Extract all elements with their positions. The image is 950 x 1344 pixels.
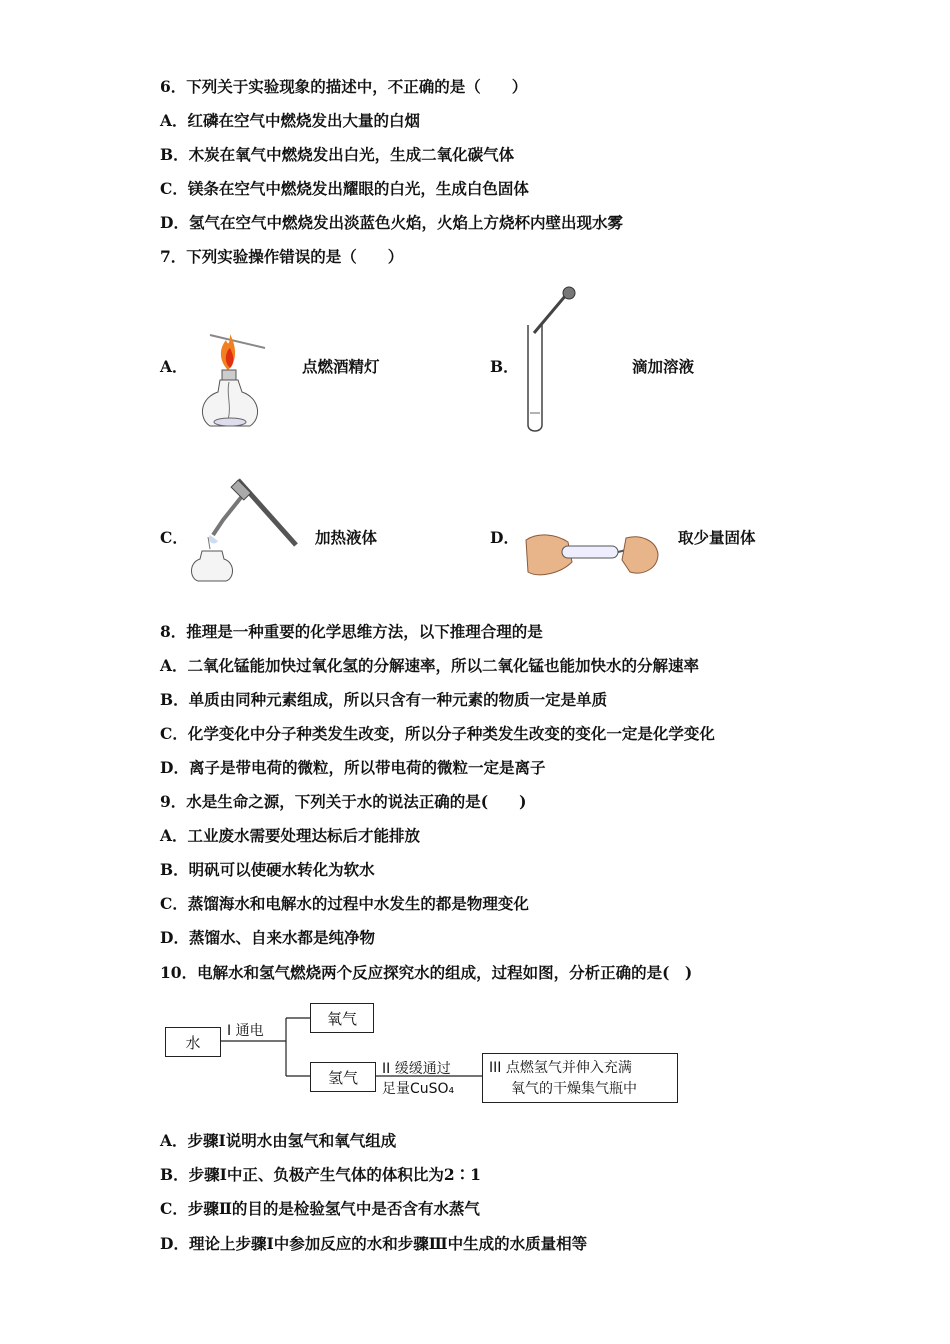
flow-step3-box (482, 1053, 678, 1103)
flow-step1-label: I 通电 (227, 1023, 264, 1039)
q6-stem: 6．下列关于实验现象的描述中，不正确的是（ ） (160, 77, 528, 96)
q9-option-b: B．明矾可以使硬水转化为软水 (160, 860, 375, 879)
dropper-test-tube-icon (520, 285, 580, 435)
flow-hydrogen-box: 氢气 (310, 1062, 376, 1092)
q6-option-b: B．木炭在氧气中燃烧发出白光，生成二氧化碳气体 (160, 145, 515, 164)
q7-option-a-letter: A． (160, 357, 188, 376)
q9-option-d: D．蒸馏水、自来水都是纯净物 (160, 928, 375, 947)
q10-option-c: C．步骤Ⅱ的目的是检验氢气中是否含有水蒸气 (160, 1199, 480, 1218)
q8-option-c: C．化学变化中分子种类发生改变，所以分子种类发生改变的变化一定是化学变化 (160, 724, 715, 743)
flow-step2-line1: II 缓缓通过 (382, 1061, 451, 1077)
q10-option-b: B．步骤Ⅰ中正、负极产生气体的体积比为2∶1 (160, 1165, 481, 1184)
q8-option-a: A．二氧化锰能加快过氧化氢的分解速率，所以二氧化锰也能加快水的分解速率 (160, 656, 700, 675)
flow-water-box: 水 (165, 1027, 221, 1057)
flow-step3-line1: III 点燃氢气并伸入充满 (489, 1060, 632, 1076)
q7-option-d-caption: 取少量固体 (678, 528, 756, 547)
q6-option-d: D．氢气在空气中燃烧发出淡蓝色火焰，火焰上方烧杯内壁出现水雾 (160, 213, 623, 232)
q7-option-c-letter: C． (160, 528, 188, 547)
heating-test-tube-icon (188, 475, 300, 585)
q8-option-d: D．离子是带电荷的微粒，所以带电荷的微粒一定是离子 (160, 758, 546, 777)
flow-step3-line2: 氧气的干燥集气瓶中 (511, 1081, 637, 1097)
q7-option-b-caption: 滴加溶液 (632, 357, 695, 376)
q10-option-a: A．步骤Ⅰ说明水由氢气和氧气组成 (160, 1131, 397, 1150)
q8-option-b: B．单质由同种元素组成，所以只含有一种元素的物质一定是单质 (160, 690, 608, 709)
q10-stem: 10．电解水和氢气燃烧两个反应探究水的组成，过程如图，分析正确的是( ) (160, 963, 693, 982)
q9-option-c: C．蒸馏海水和电解水的过程中水发生的都是物理变化 (160, 894, 529, 913)
flow-oxygen-box: 氧气 (310, 1003, 374, 1033)
q7-option-c-caption: 加热液体 (315, 528, 378, 547)
alcohol-lamp-lighting-icon (190, 330, 270, 435)
q7-option-d-letter: D． (490, 528, 519, 547)
q6-option-a: A．红磷在空气中燃烧发出大量的白烟 (160, 111, 421, 130)
q9-stem: 9．水是生命之源，下列关于水的说法正确的是( ) (160, 792, 527, 811)
q6-option-c: C．镁条在空气中燃烧发出耀眼的白光，生成白色固体 (160, 179, 529, 198)
q10-option-d: D．理论上步骤Ⅰ中参加反应的水和步骤Ⅲ中生成的水质量相等 (160, 1234, 588, 1253)
q9-option-a: A．工业废水需要处理达标后才能排放 (160, 826, 421, 845)
q7-stem: 7．下列实验操作错误的是（ ） (160, 247, 404, 266)
q7-option-b-letter: B． (490, 357, 519, 376)
q7-option-a-caption: 点燃酒精灯 (302, 357, 380, 376)
q8-stem: 8．推理是一种重要的化学思维方法，以下推理合理的是 (160, 622, 543, 641)
hands-test-tube-icon (522, 528, 662, 584)
flow-step2-line2: 足量CuSO₄ (382, 1081, 455, 1097)
